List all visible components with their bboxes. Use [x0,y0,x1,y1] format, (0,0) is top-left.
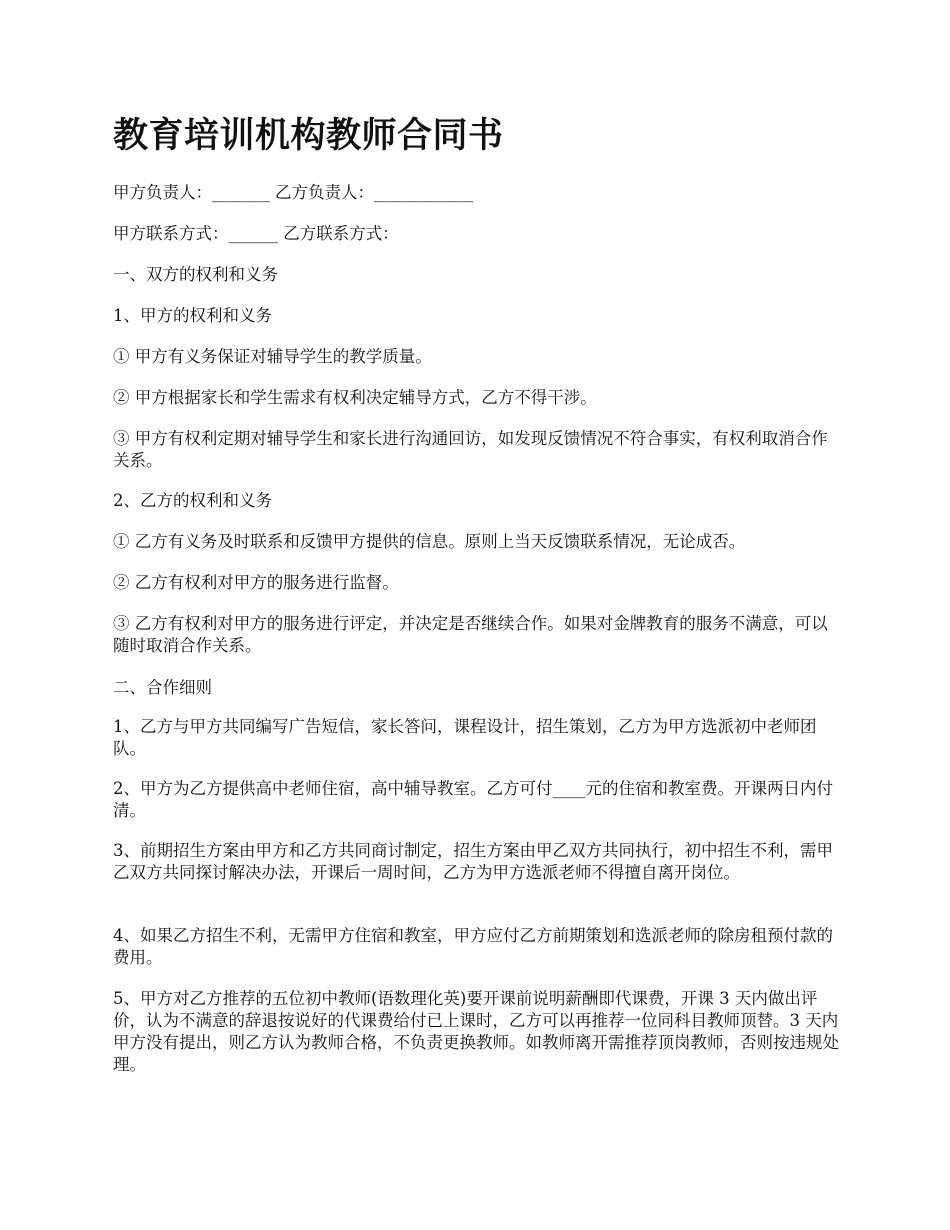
party-b-clause-3: ③ 乙方有权利对甲方的服务进行评定，并决定是否继续合作。如果对金牌教育的服务不满意，可以随时取消合作关系。 [113,614,828,655]
document-title: 教育培训机构教师合同书 [113,115,504,156]
cooperation-clause-3: 3、前期招生方案由甲方和乙方共同商讨制定，招生方案由甲乙双方共同执行，初中招生不利，需甲乙双方共同探讨解决办法，开课后一周时间，乙方为甲方选派老师不得擅自离开岗位。 [113,841,833,882]
section-heading-rights-obligations: 一、双方的权利和义务 [113,265,278,284]
subsection-heading-party-b: 2、乙方的权利和义务 [113,491,272,510]
party-representatives-line: 甲方负责人：_______ 乙方负责人：____________ [113,183,473,202]
subsection-heading-party-a: 1、甲方的权利和义务 [113,306,272,325]
cooperation-clause-1: 1、乙方与甲方共同编写广告短信，家长答问，课程设计，招生策划，乙方为甲方选派初中老师团队。 [113,717,817,758]
party-b-clause-1: ① 乙方有义务及时联系和反馈甲方提供的信息。原则上当天反馈联系情况，无论成否。 [113,532,746,551]
cooperation-clause-4: 4、如果乙方招生不利，无需甲方住宿和教室，甲方应付乙方前期策划和选派老师的除房租预付款的费用。 [113,926,833,967]
party-b-clause-2: ② 乙方有权利对甲方的服务进行监督。 [113,573,399,592]
party-a-clause-2: ② 甲方根据家长和学生需求有权利决定辅导方式，乙方不得干涉。 [113,388,597,407]
party-a-clause-1: ① 甲方有义务保证对辅导学生的教学质量。 [113,347,432,366]
party-a-clause-3: ③ 甲方有权利定期对辅导学生和家长进行沟通回访，如发现反馈情况不符合事实，有权利取消合作关系。 [113,429,828,470]
section-heading-cooperation-details: 二、合作细则 [113,678,212,697]
cooperation-clause-2: 2、甲方为乙方提供高中老师住宿，高中辅导教室。乙方可付____元的住宿和教室费。开课两日内付清。 [113,779,833,820]
party-contacts-line: 甲方联系方式：______ 乙方联系方式： [113,224,399,243]
cooperation-clause-5: 5、甲方对乙方推荐的五位初中教师(语数理化英)要开课前说明薪酬即代课费，开课 3 天内做出评价，认为不满意的辞退按说好的代课费给付已上课时，乙方可以再推荐一位同科目教师顶替。3 天内甲方没有提出，则乙方认为教师合格，不负责更换教师。如教师离开需推荐顶岗教师，否则按违规处理。 [113,989,839,1074]
